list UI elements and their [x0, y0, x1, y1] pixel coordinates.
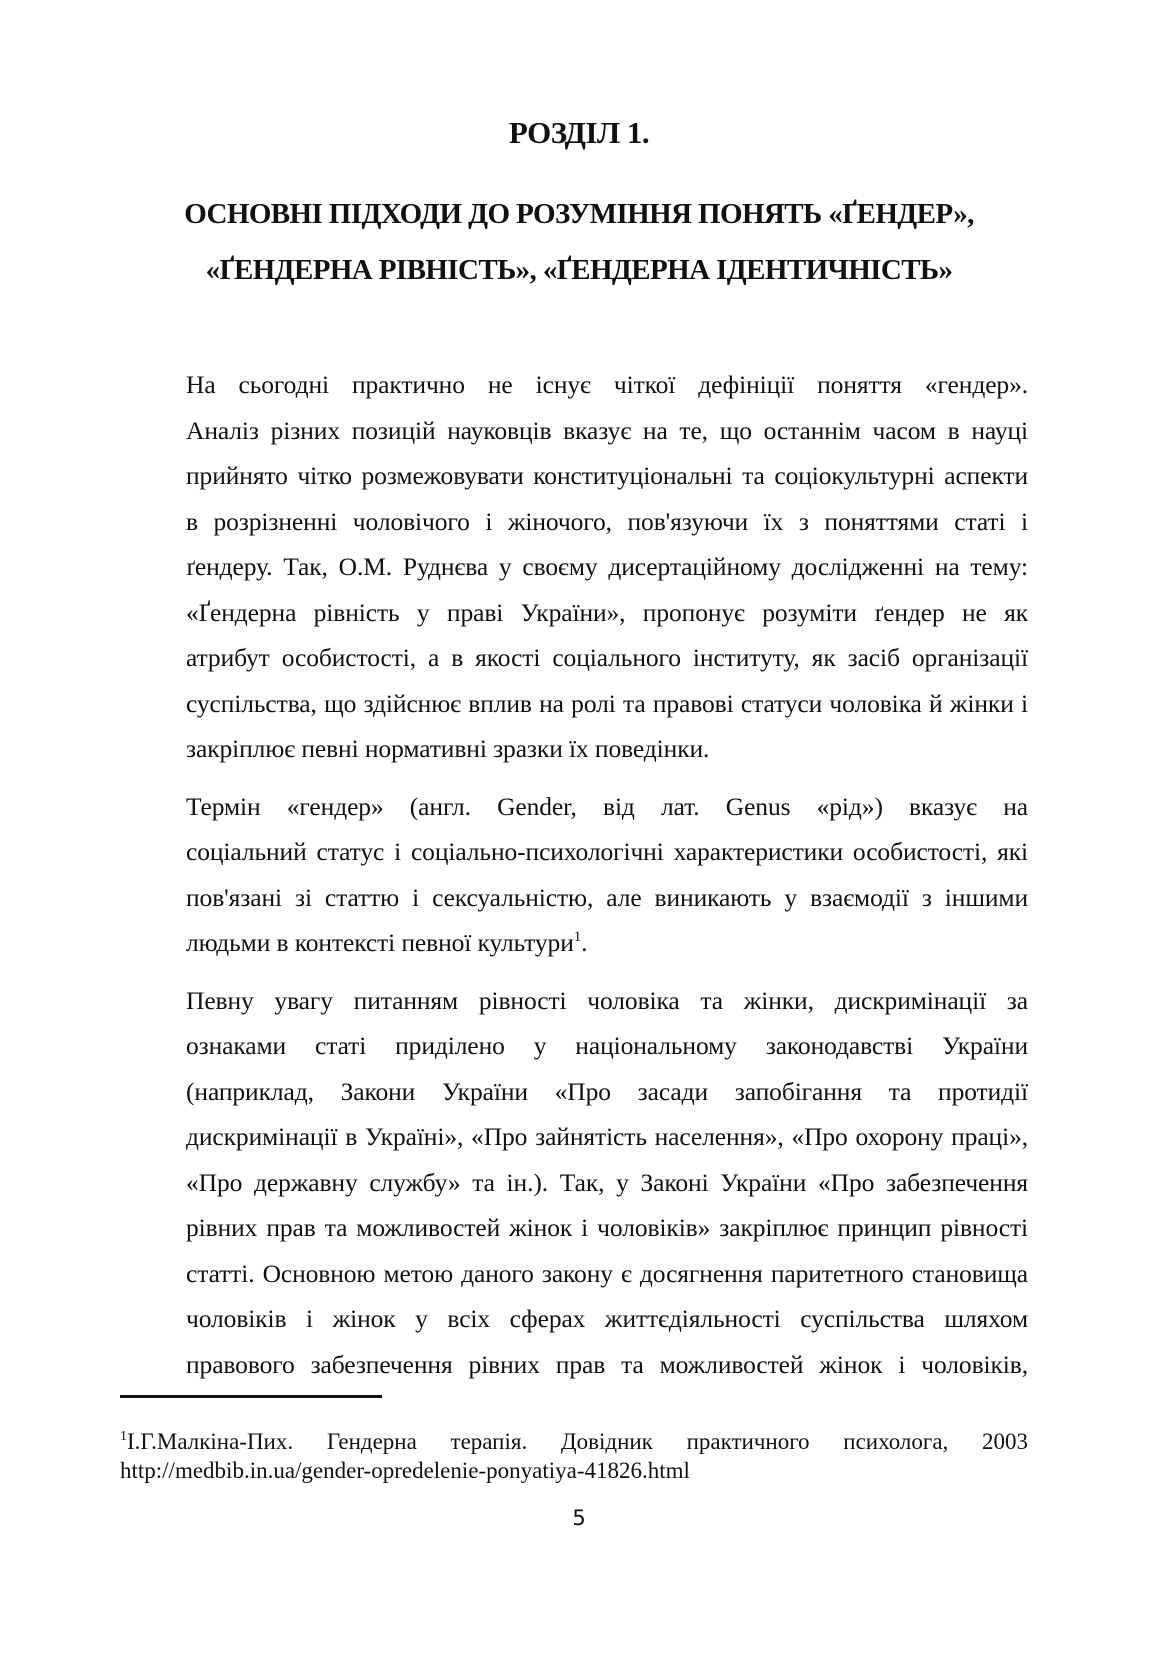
paragraph-line: Термін «гендер» (англ. Gender, від лат. Genus «рід») вказує на [186, 791, 1028, 821]
paragraph-3 [120, 978, 1028, 1388]
paragraph-line: «Про державну службу» та ін.). Так, у Законі України «Про забезпечення [186, 1167, 1028, 1197]
paragraph-line: На сьогодні практично не існує чіткої дефініції поняття «гендер». [186, 370, 1028, 399]
paragraph-line: ознаками статі приділено у національному законодавстві України [186, 1031, 1028, 1060]
chapter-title-line-2: «ҐЕНДЕРНА РІВНІСТЬ», «ҐЕНДЕРНА ІДЕНТИЧНІСТЬ» [205, 254, 953, 286]
paragraph-line: (наприклад, Закони України «Про засади запобігання та протидії [186, 1076, 1028, 1106]
footnote-url[interactable]: http://medbib.in.ua/gender-opredelenie-ponyatiya-41826.html [120, 1458, 690, 1483]
paragraph-line: атрибут особистості, а в якості соціального інституту, як засіб організації [186, 643, 1028, 672]
body-text [120, 362, 1028, 1387]
paragraph-line: рівних прав та можливостей жінок і чоловіків» закріплює принцип рівності [186, 1213, 1028, 1242]
footnote-marker: 1 [120, 1429, 127, 1444]
paragraph-line: Аналіз різних позицій науковців вказує на те, що останнім часом в науці [186, 415, 1028, 445]
paragraph-line: Певну увагу питанням рівності чоловіка та жінки, дискримінації за [186, 985, 1028, 1015]
paragraph-line: суспільства, що здійснює вплив на ролі та правові статуси чоловіка й жінки і [186, 688, 1028, 718]
footnote [120, 1427, 1028, 1485]
paragraph-line-text: людьми в контексті певної культури [186, 928, 574, 957]
paragraph-line: прийнято чітко розмежовувати конституціональні та соціокультурні аспекти [186, 461, 1028, 490]
paragraph-line-last [120, 920, 1028, 966]
page-number: 5 [572, 1506, 586, 1530]
footnote-reference[interactable]: 1 [573, 929, 582, 945]
chapter-label: РОЗДІЛ 1. [508, 115, 650, 150]
footnote-separator [120, 1395, 382, 1398]
paragraph-line: соціальний статус і соціально-психологічні характеристики особистості, які [186, 837, 1028, 866]
chapter-title [110, 186, 1048, 298]
paragraph-line: правового забезпечення рівних прав та можливостей жінок і чоловіків, [186, 1349, 1028, 1379]
paragraph-2 [120, 784, 1028, 966]
paragraph-line: ґендеру. Так, О.М. Руднєва у своєму дисертаційному дослідженні на тему: [186, 552, 1028, 581]
paragraph-line: в розрізненні чоловічого і жіночого, пов'язуючи їх з поняттями статі і [186, 506, 1028, 536]
paragraph-line: закріплює певні нормативні зразки їх поведінки. [186, 734, 710, 763]
paragraph-line: «Ґендерна рівність у праві України», пропонує розуміти ґендер не як [186, 597, 1028, 627]
paragraph-line: чоловіків і жінок у всіх сферах життєдіяльності суспільства шляхом [186, 1304, 1028, 1333]
paragraph-line: дискримінації в Україні», «Про зайнятість населення», «Про охорону праці», [186, 1122, 1028, 1151]
paragraph-line: пов'язані зі статтю і сексуальністю, але виникають у взаємодії з іншими [186, 882, 1028, 912]
footnote-text: І.Г.Малкіна-Пих. Гендерна терапія. Довідник практичного психолога, 2003 [127, 1429, 1028, 1454]
paragraph-line-tail: . [581, 928, 588, 957]
paragraph-line: статті. Основною метою даного закону є досягнення паритетного становища [186, 1258, 1028, 1288]
chapter-title-line-1: ОСНОВНІ ПІДХОДИ ДО РОЗУМІННЯ ПОНЯТЬ «ҐЕНДЕР», [184, 198, 974, 230]
footnote-text-line [120, 1427, 1028, 1456]
paragraph-1 [120, 362, 1028, 772]
